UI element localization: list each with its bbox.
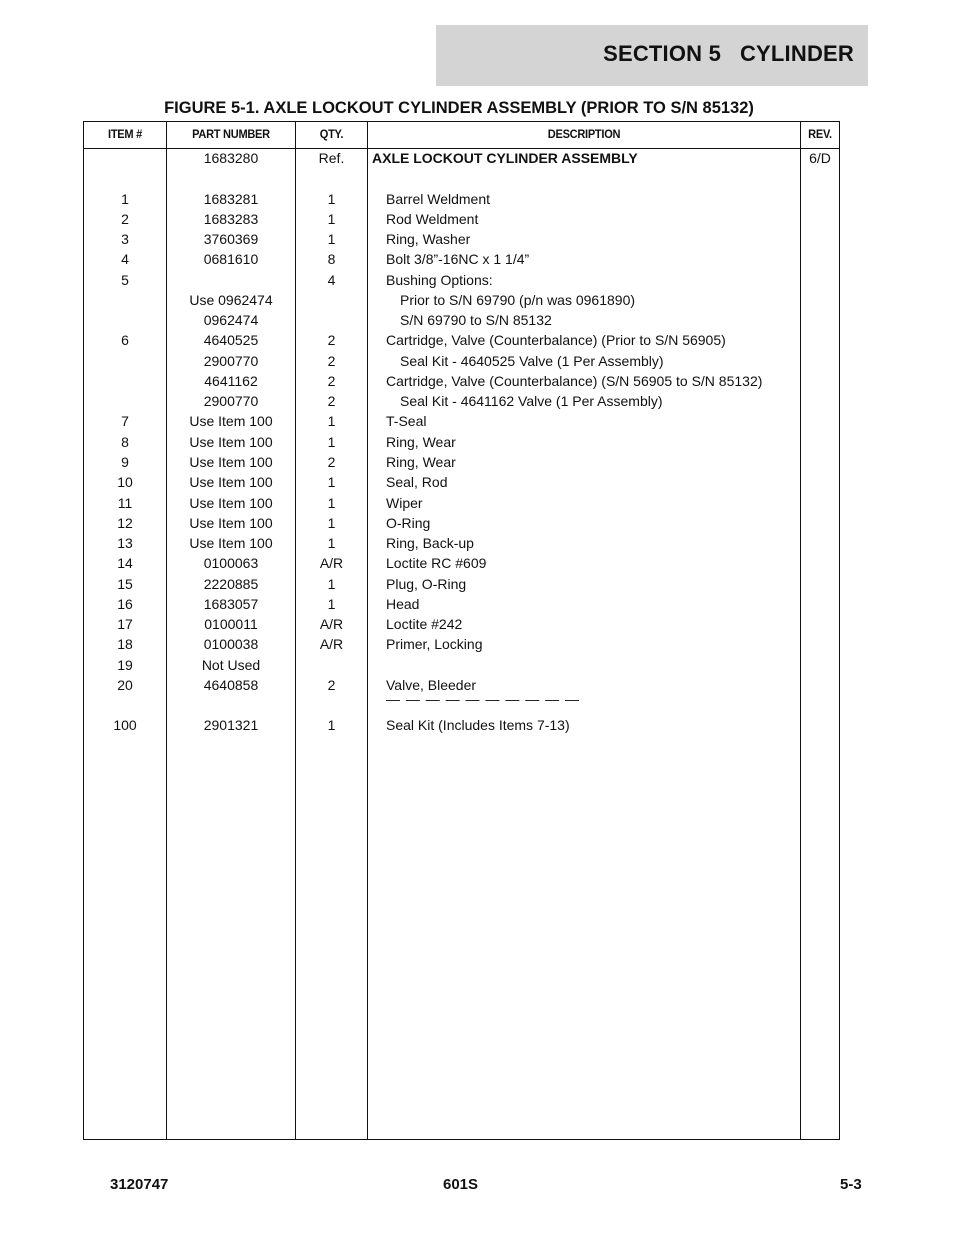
table-row <box>84 595 839 615</box>
item-number-cell: 6 <box>121 332 129 349</box>
part-number-cell: 0681610 <box>203 251 259 268</box>
qty-cell: 1 <box>327 494 336 511</box>
table-row <box>84 534 839 554</box>
qty-cell: 2 <box>327 393 336 410</box>
part-number-cell: 0100011 <box>204 616 258 633</box>
description-cell: — — — — — — — — — — <box>386 691 581 708</box>
description-cell: Prior to S/N 69790 (p/n was 0961890) <box>400 291 636 308</box>
item-number-cell: 16 <box>117 595 133 612</box>
qty-cell: A/R <box>319 555 344 572</box>
item-number-cell: 15 <box>117 575 133 592</box>
description-cell: Wiper <box>386 494 423 511</box>
part-number-cell: 0100063 <box>203 555 259 572</box>
parts-table <box>83 121 840 1140</box>
part-number-cell: 3760369 <box>203 231 259 248</box>
part-number-cell: Use Item 100 <box>189 514 273 531</box>
part-number-cell: 2901321 <box>203 717 259 734</box>
qty-cell: 1 <box>327 575 336 592</box>
footer-page-number: 5-3 <box>840 1176 862 1193</box>
part-number-cell: Use Item 100 <box>189 413 273 430</box>
description-cell: Ring, Wear <box>386 453 456 470</box>
description-cell: Seal Kit - 4640525 Valve (1 Per Assembly) <box>400 352 664 369</box>
section-title: SECTION 5 CYLINDER <box>603 41 854 66</box>
description-cell: S/N 69790 to S/N 85132 <box>400 312 552 329</box>
part-number-cell: 4641162 <box>204 372 258 389</box>
description-cell: Seal Kit - 4641162 Valve (1 Per Assembly) <box>400 393 663 410</box>
item-number-cell: 20 <box>117 676 133 693</box>
part-number-cell: 1683280 <box>203 150 259 166</box>
part-number-cell: Use 0962474 <box>189 291 273 308</box>
table-row <box>84 271 839 291</box>
description-cell: Cartridge, Valve (Counterbalance) (S/N 56905 to S/N 85132) <box>386 372 763 389</box>
table-row <box>84 656 839 676</box>
column-header-part-number: PART NUMBER <box>192 127 270 141</box>
item-number-cell: 8 <box>121 433 129 450</box>
table-row <box>84 169 839 189</box>
table-row <box>84 149 839 169</box>
part-number-cell: Use Item 100 <box>189 474 273 491</box>
description-cell: Primer, Locking <box>386 636 483 653</box>
item-number-cell: 12 <box>117 514 133 531</box>
qty-cell: 1 <box>327 190 336 207</box>
column-header-item: ITEM # <box>108 127 142 141</box>
qty-cell: 2 <box>327 676 336 693</box>
qty-cell: 2 <box>327 352 336 369</box>
qty-cell: 1 <box>327 535 336 552</box>
description-cell: Loctite #242 <box>386 616 463 633</box>
qty-cell: 2 <box>327 372 336 389</box>
qty-cell: 1 <box>327 231 336 248</box>
column-header-rev: REV. <box>808 127 832 141</box>
description-cell: Seal, Rod <box>386 474 448 491</box>
part-number-cell: 4640525 <box>203 332 259 349</box>
part-number-cell: Use Item 100 <box>189 453 273 470</box>
part-number-cell: 0962474 <box>203 312 259 329</box>
part-number-cell: 0100038 <box>203 636 259 653</box>
table-row <box>84 291 839 311</box>
figure-title: FIGURE 5-1. AXLE LOCKOUT CYLINDER ASSEMBLY (PRIOR TO S/N 85132) <box>164 99 754 117</box>
column-header-qty: QTY. <box>319 127 344 141</box>
footer-model: 601S <box>443 1176 479 1193</box>
qty-cell: 2 <box>327 453 336 470</box>
item-number-cell: 1 <box>121 190 129 207</box>
description-cell: Cartridge, Valve (Counterbalance) (Prior to S/N 56905) <box>386 332 726 349</box>
qty-cell: 1 <box>327 474 336 491</box>
table-row <box>84 372 839 392</box>
description-cell: Plug, O-Ring <box>386 575 467 592</box>
table-row <box>84 453 839 473</box>
qty-cell: Ref. <box>318 150 345 166</box>
table-row <box>84 190 839 210</box>
qty-cell: 1 <box>327 413 336 430</box>
description-cell: Ring, Washer <box>386 231 471 248</box>
item-number-cell: 2 <box>121 210 129 227</box>
table-row <box>84 494 839 514</box>
rev-cell: 6/D <box>809 150 831 166</box>
part-number-cell: 1683057 <box>203 595 259 612</box>
item-number-cell: 3 <box>121 231 129 248</box>
table-row <box>84 392 839 412</box>
table-row <box>84 473 839 493</box>
description-cell: Head <box>386 595 420 612</box>
table-row <box>84 230 839 250</box>
item-number-cell: 18 <box>117 636 133 653</box>
item-number-cell: 4 <box>121 251 129 268</box>
qty-cell: 1 <box>327 595 336 612</box>
table-body <box>84 149 839 737</box>
part-number-cell: 2220885 <box>203 575 259 592</box>
part-number-cell: Not Used <box>201 656 261 673</box>
description-cell: Rod Weldment <box>386 210 479 227</box>
table-row <box>84 635 839 655</box>
item-number-cell: 11 <box>117 494 133 511</box>
part-number-cell: 1683281 <box>203 190 259 207</box>
qty-cell: 8 <box>327 251 336 268</box>
item-number-cell: 17 <box>117 616 133 633</box>
table-row <box>84 554 839 574</box>
description-cell: Ring, Wear <box>386 433 456 450</box>
table-row <box>84 691 839 716</box>
description-cell: AXLE LOCKOUT CYLINDER ASSEMBLY <box>372 150 638 166</box>
qty-cell: 1 <box>327 210 336 227</box>
part-number-cell: Use Item 100 <box>189 433 273 450</box>
description-cell: Bolt 3/8”-16NC x 1 1/4” <box>386 251 530 268</box>
table-row <box>84 716 839 736</box>
table-row <box>84 210 839 230</box>
table-row <box>84 514 839 534</box>
table-row <box>84 615 839 635</box>
part-number-cell: 2900770 <box>203 393 259 410</box>
qty-cell: A/R <box>319 636 344 653</box>
item-number-cell: 19 <box>117 656 133 673</box>
item-number-cell: 13 <box>117 535 133 552</box>
description-cell: O-Ring <box>386 514 431 531</box>
table-row <box>84 250 839 270</box>
table-row <box>84 412 839 432</box>
part-number-cell: Use Item 100 <box>189 535 273 552</box>
item-number-cell: 9 <box>121 453 129 470</box>
table-row <box>84 331 839 351</box>
part-number-cell: 2900770 <box>203 352 259 369</box>
qty-cell: 1 <box>327 433 336 450</box>
part-number-cell: 4640858 <box>203 676 259 693</box>
qty-cell: 2 <box>327 332 336 349</box>
description-cell: Valve, Bleeder <box>386 676 477 693</box>
description-cell: Barrel Weldment <box>386 190 491 207</box>
qty-cell: 1 <box>327 717 336 734</box>
description-cell: Loctite RC #609 <box>386 555 487 572</box>
section-banner <box>436 25 868 86</box>
item-number-cell: 10 <box>117 474 133 491</box>
description-cell: T-Seal <box>386 413 427 430</box>
part-number-cell: Use Item 100 <box>189 494 273 511</box>
description-cell: Seal Kit (Includes Items 7-13) <box>386 717 570 734</box>
qty-cell: 4 <box>327 271 336 288</box>
table-row <box>84 575 839 595</box>
table-row <box>84 311 839 331</box>
item-number-cell: 7 <box>121 413 129 430</box>
qty-cell: 1 <box>327 514 336 531</box>
item-number-cell: 14 <box>117 555 133 572</box>
item-number-cell: 100 <box>113 717 137 734</box>
table-row <box>84 352 839 372</box>
description-cell: Bushing Options: <box>386 271 493 288</box>
column-header-description: DESCRIPTION <box>547 127 621 141</box>
part-number-cell: 1683283 <box>203 210 259 227</box>
table-row <box>84 433 839 453</box>
footer-doc-number: 3120747 <box>110 1176 169 1193</box>
item-number-cell: 5 <box>121 271 129 288</box>
description-cell: Ring, Back-up <box>386 535 474 552</box>
qty-cell: A/R <box>319 616 344 633</box>
